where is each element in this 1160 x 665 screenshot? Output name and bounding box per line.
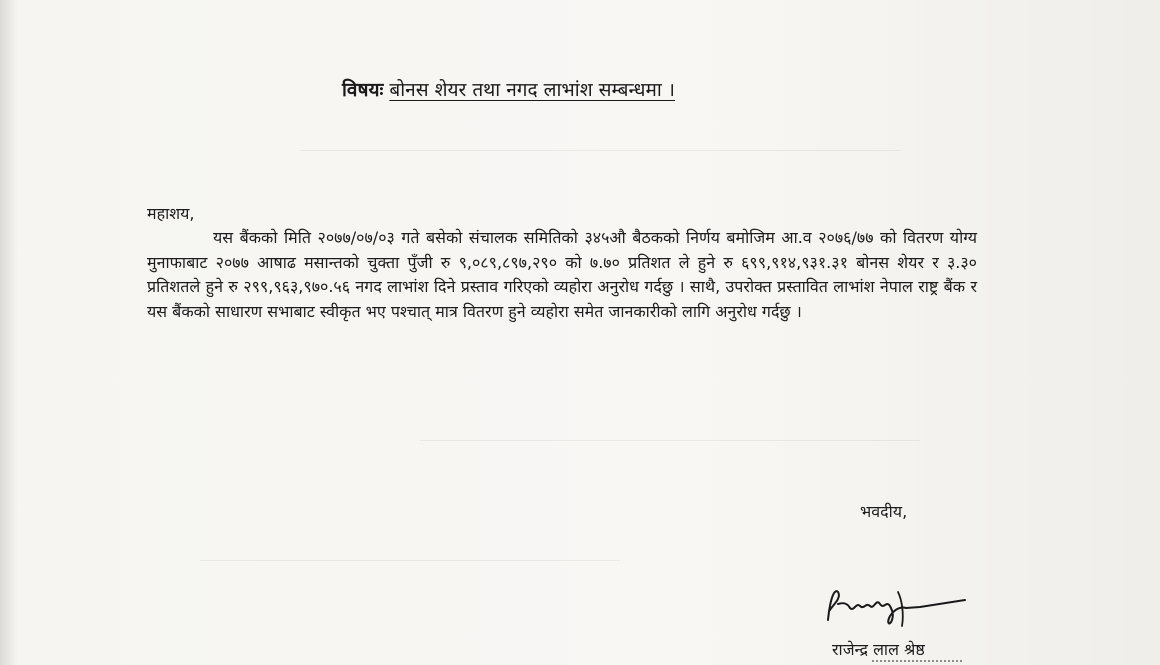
subject-text: बोनस शेयर तथा नगद लाभांश सम्बन्धमा । <box>389 79 676 101</box>
subject-line <box>342 76 675 102</box>
signer-name: राजेन्द्र लाल श्रेष्ठ <box>832 640 925 659</box>
paper-texture-line <box>300 150 900 151</box>
paper-texture-line <box>420 440 920 441</box>
body-paragraph: यस बैंकको मिति २०७७/०७/०३ गते बसेको संचालक समितिको ३४५औ बैठकको निर्णय बमोजिम आ.व २०७६/७७ को वितरण योग्य मुनाफाबाट २०७७ आषाढ मसान्तको चुक्ता पुँजी रु ९,०८९,८९७,२९० को ७.७० प्रतिशत ले हुने रु ६९९,९१४,९३१.३१ बोनस शेयर र ३.३० प्रतिशतले हुने रु २९९,९६३,९७०.५६ नगद लाभांश दिने प्रस्ताव गरिएको व्यहोरा अनुरोध गर्दछु । साथै, उपरोक्त प्रस्तावित लाभांश नेपाल राष्ट्र बैंक र यस बैंकको साधारण सभाबाट स्वीकृत भए पश्चात् मात्र वितरण हुने व्यहोरा समेत जानकारीको लागि अनुरोध गर्दछु । <box>147 228 977 321</box>
signer-title-cropped <box>872 660 962 665</box>
subject-label: विषयः <box>342 79 384 101</box>
handwritten-signature <box>820 580 970 630</box>
closing: भवदीय, <box>860 502 908 521</box>
paper-texture-line <box>200 560 620 561</box>
salutation: महाशय, <box>147 204 195 223</box>
